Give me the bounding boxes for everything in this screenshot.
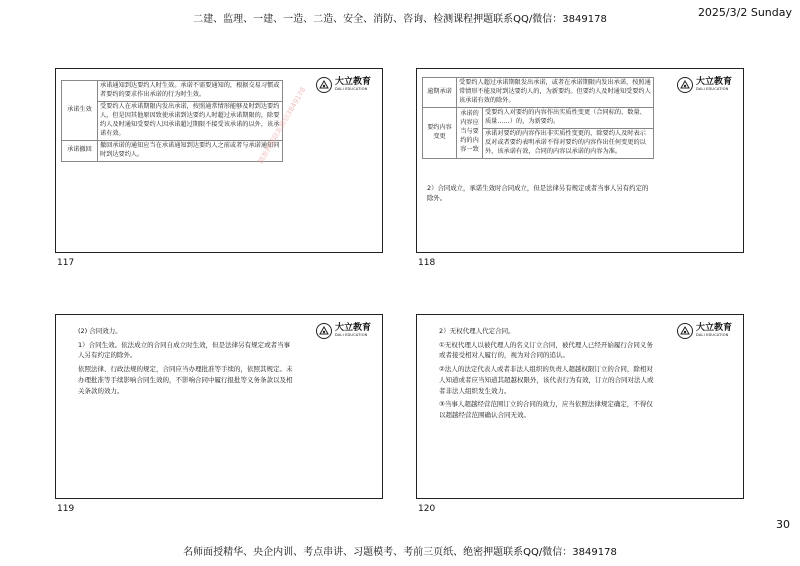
slide-number: 120 — [418, 504, 436, 514]
table-row — [62, 140, 283, 161]
table-row — [423, 78, 654, 108]
slide-number: 118 — [418, 258, 436, 268]
dali-logo — [316, 321, 376, 341]
paragraph: 2）无权代理人代定合同。 — [439, 327, 515, 335]
slide-119 — [55, 314, 383, 499]
slide-number: 117 — [57, 258, 75, 268]
row-text: 受要约人对要约的内容作出实质性变更（合同标的、数量、质量……）的，为新要约。 — [483, 107, 654, 128]
row-label: 逾期承诺 — [423, 78, 457, 108]
row-text: 受要约人在承诺期限内发出承诺，按照通常情形能够及时到达要约人，但是因其他原因致使承诺到达要约人时超过承诺期限的，除要约人及时通知受要约人因承诺超过期限不接受该承诺的以外，该承诺有效。 — [98, 101, 283, 140]
logo-en: DALI EDUCATION — [696, 333, 729, 338]
logo-en: DALI EDUCATION — [335, 333, 368, 338]
row-text: 撤回承诺的通知应当在承诺通知到达要约人之前或者与承诺通知同时到达要约人。 — [98, 140, 283, 161]
header-date: 2025/3/2 Sunday — [697, 6, 792, 19]
logo-cn: 大立教育 — [696, 77, 733, 88]
paragraph: ②法人的法定代表人或者非法人组织的负责人超越权限订立的合同，除相对人知道或者应当知道其超越权限外，该代表行为有效，订立的合同对法人或者非法人组织发生效力。 — [439, 365, 654, 395]
slide-117 — [55, 68, 383, 253]
paragraph: (2) 合同效力。 — [78, 327, 122, 335]
row-text: 受要约人超过承诺期限发出承诺，或者在承诺期限内发出承诺，按照通常情形不能及时到达要约人的，为新要约。但要约人及时通知受要约人该承诺有效的除外。 — [457, 78, 654, 108]
logo-emblem-icon — [677, 323, 693, 339]
dali-logo — [677, 321, 737, 341]
acceptance-table — [422, 77, 654, 159]
row-sublabel: 承诺的内容应当与要约的内容一致 — [457, 107, 483, 158]
slide-body — [439, 326, 657, 424]
row-text: 承诺通知到达要约人时生效。承诺不需要通知的，根据交易习惯或者要约的要求作出承诺的行为时生效。 — [98, 81, 283, 102]
paragraph: ①无权代理人以被代理人的名义订立合同，被代理人已经开始履行合同义务或者接受相对人履行的，视为对合同的追认。 — [439, 340, 653, 360]
slide-120 — [416, 314, 744, 499]
paragraph: 依照法律、行政法规的规定，合同应当办理批准等手续的，依照其规定。未办理批准等手续影响合同生效的，不影响合同中履行报批等义务条款以及相关条款的效力。 — [78, 365, 293, 395]
paragraph: 1）合同生效。依法成立的合同自成立时生效，但是法律另有规定或者当事人另有约定的除外。 — [78, 340, 291, 360]
row-label: 要约内容变更 — [423, 107, 457, 158]
logo-cn: 大立教育 — [335, 77, 372, 88]
dali-logo — [677, 75, 737, 95]
watermark-stamp: 精准押题联系微信3849178 — [256, 85, 308, 166]
page-number: 30 — [776, 518, 790, 531]
logo-emblem-icon — [316, 323, 332, 339]
row-text: 承诺对要约的内容作出非实质性变更的，除要约人及时表示反对或者要约表明承诺不得对要约的内容作出任何变更的以外，该承诺有效，合同的内容以承诺的内容为准。 — [483, 128, 654, 158]
slide-118 — [416, 68, 744, 253]
logo-en: DALI EDUCATION — [696, 87, 729, 92]
logo-cn: 大立教育 — [335, 323, 372, 334]
row-label: 承诺生效 — [62, 81, 98, 141]
logo-en: DALI EDUCATION — [335, 87, 368, 92]
slide-number: 119 — [57, 504, 75, 514]
logo-emblem-icon — [316, 77, 332, 93]
table-row — [423, 107, 654, 128]
table-row — [62, 81, 283, 102]
contract-formation-text: 2）合同成立，承诺生效时合同成立，但是法律另有规定或者当事人另有约定的除外。 — [427, 184, 649, 202]
logo-cn: 大立教育 — [696, 323, 733, 334]
page-footer: 名师面授精华、央企内训、考点串讲、习题模考、考前三页纸、绝密押题联系QQ/微信：3849178 — [183, 547, 617, 558]
slide-body — [78, 326, 296, 399]
paragraph: ③当事人超越经营范围订立的合同的效力，应当依照法律规定确定，不得仅以超越经营范围确认合同无效。 — [439, 400, 653, 420]
acceptance-table — [61, 80, 283, 162]
page-header: 二建、监理、一建、一造、二造、安全、消防、咨询、检测课程押题联系QQ/微信：3849178 — [193, 14, 607, 25]
dali-logo — [316, 75, 376, 95]
logo-emblem-icon — [677, 77, 693, 93]
row-label: 承诺撤回 — [62, 140, 98, 161]
